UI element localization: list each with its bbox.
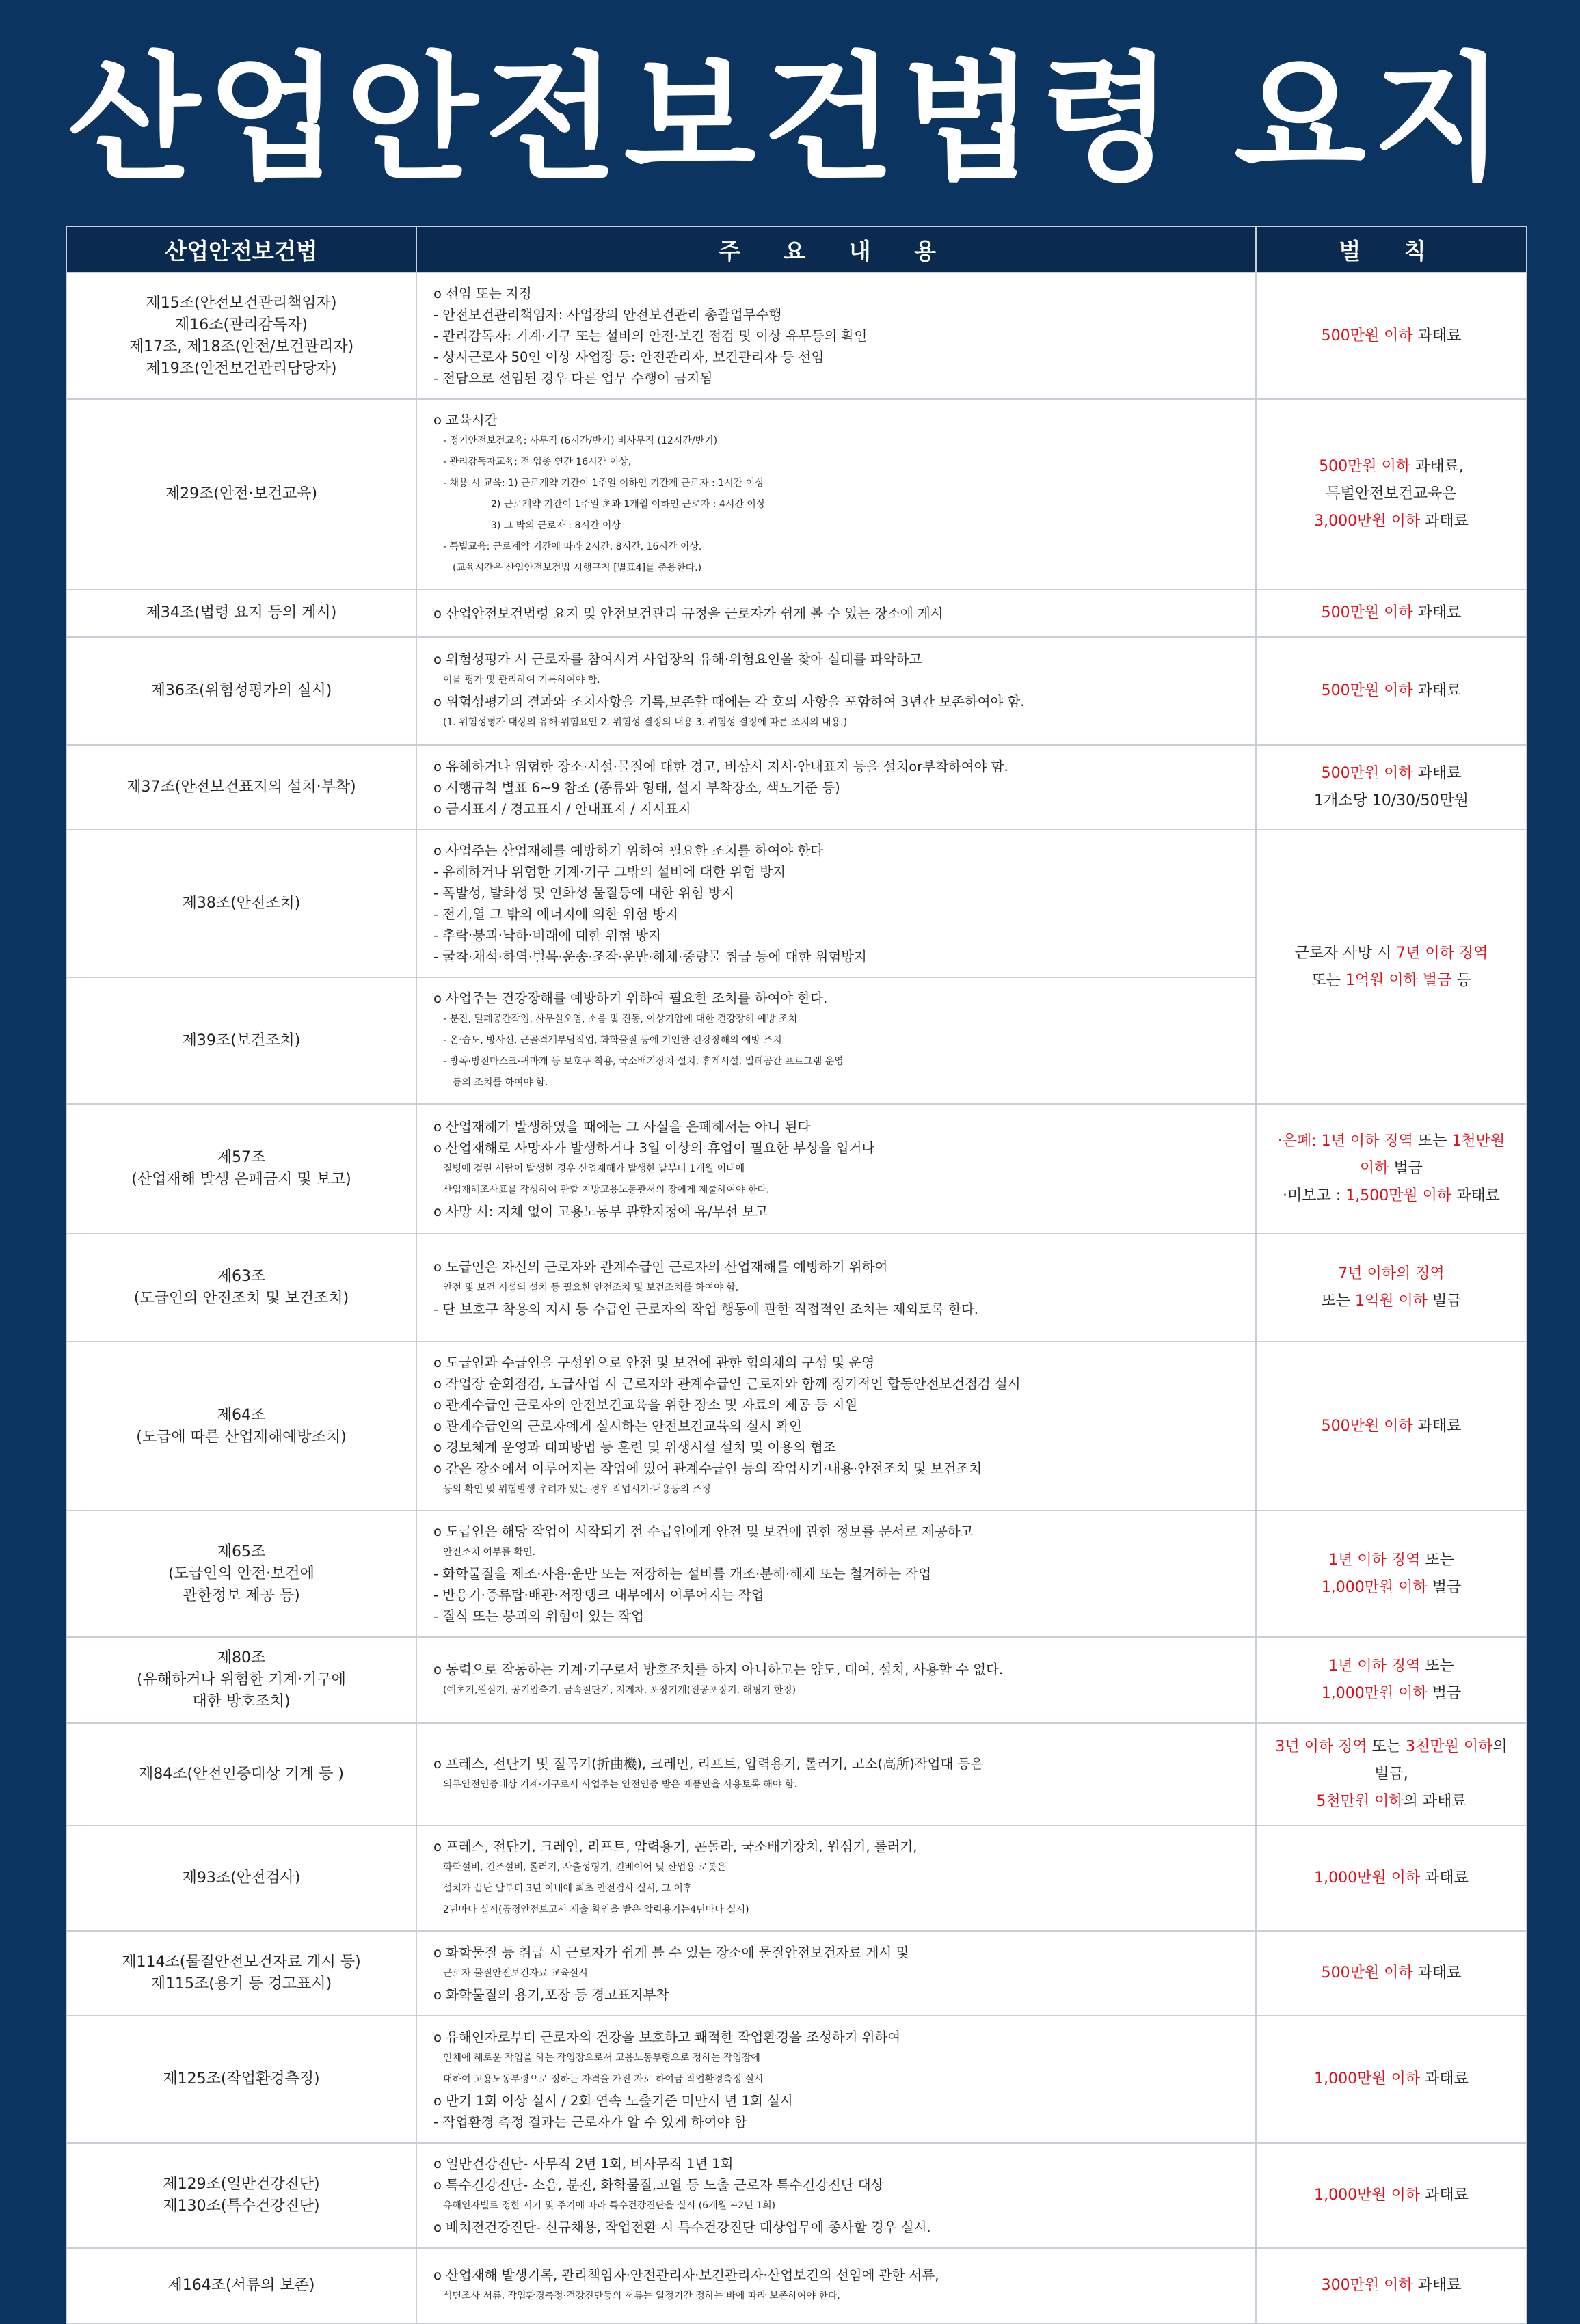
law-article-line: 제38조(안전조치) [182, 895, 301, 912]
law-article-cell [66, 830, 416, 977]
content-line: o 산업안전보건법령 요지 및 안전보건관리 규정을 근로자가 쉽게 볼 수 있는 장소에 게시 [433, 605, 943, 621]
penalty-text: 특별안전보건교육은 [1326, 485, 1457, 502]
penalty-text: 과태료 [1412, 765, 1462, 782]
content-line: 등의 조치를 하여야 함. [453, 1077, 548, 1088]
table-row [66, 1234, 1527, 1342]
content-cell [416, 1637, 1256, 1723]
content-cell [416, 1931, 1256, 2016]
content-line: 근로자 물질안전보건자료 교육실시 [443, 1967, 588, 1979]
penalty-text: 또는 [1367, 1738, 1406, 1755]
penalty-amount: 5천만원 이하 [1316, 1793, 1404, 1810]
content-cell [416, 1342, 1256, 1511]
law-article-cell [66, 977, 416, 1104]
penalty-cell [1256, 2248, 1527, 2323]
law-article-cell [66, 637, 416, 745]
content-cell [416, 589, 1256, 637]
table-row [66, 830, 1527, 977]
law-article-line: 제37조(안전보건표지의 설치·부착) [126, 779, 356, 796]
law-article-line: 제36조(위험성평가의 실시) [150, 682, 332, 699]
content-line: o 동력으로 작동하는 기계·기구로서 방호조치를 하지 아니하고는 양도, 대여, 설치, 사용할 수 없다. [433, 1662, 1004, 1677]
penalty-line [1273, 1183, 1510, 1210]
penalty-cell [1256, 1234, 1527, 1342]
content-line: 2년마다 실시(공정안전보고서 제출 확인을 받은 압력용기는4년마다 실시) [443, 1904, 749, 1915]
law-article-line: 제17조, 제18조(안전/보건관리자) [129, 338, 354, 355]
penalty-text: 또는 [1420, 1551, 1454, 1569]
content-line: o 유해하거나 위험한 장소·시설·물질에 대한 경고, 비상시 지시·안내표지 등을 설치or부착하여야 함. [433, 758, 1008, 774]
penalty-text: 벌금 [1389, 1160, 1423, 1177]
content-line: o 교육시간 [433, 412, 498, 428]
content-cell [416, 1234, 1256, 1342]
penalty-amount: 7년 이하의 징역 [1338, 1265, 1445, 1282]
content-line: o 선임 또는 지정 [433, 286, 532, 301]
penalty-text: 과태료 [1412, 1417, 1462, 1435]
penalty-amount: 1년 이하 징역 [1328, 1551, 1421, 1569]
content-line: o 도급인은 자신의 근로자와 관계수급인 근로자의 산업재해를 예방하기 위하여 [433, 1258, 888, 1275]
penalty-line [1273, 2272, 1510, 2299]
penalty-amount: ·은폐: 1년 이하 징역 [1277, 1133, 1413, 1150]
content-line: - 전기,열 그 밖의 에너지에 의한 위험 방지 [433, 906, 679, 922]
penalty-line [1273, 1960, 1510, 1987]
law-article-line: 제114조(물질안전보건자료 게시 등) [122, 1954, 361, 1971]
law-article-cell [66, 2016, 416, 2143]
content-line: 화학설비, 건조설비, 롤러기, 사출성형기, 컨베이어 및 산업용 로봇은 [443, 1862, 727, 1873]
penalty-text: ·미보고 : [1283, 1187, 1346, 1204]
law-article-cell [66, 1723, 416, 1826]
law-article-cell [66, 589, 416, 637]
penalty-text: 근로자 사망 시 [1294, 944, 1397, 962]
law-article-cell [66, 1104, 416, 1234]
content-cell [416, 1826, 1256, 1931]
content-cell [416, 2143, 1256, 2248]
penalty-line [1273, 323, 1510, 350]
penalty-line [1273, 677, 1510, 705]
penalty-text: 의 과태료 [1403, 1793, 1467, 1810]
penalty-text: 벌금 [1427, 1578, 1462, 1596]
table-row [66, 2016, 1527, 2143]
header-law: 산업안전보건법 [66, 226, 416, 273]
content-line: - 관리감독자: 기계·기구 또는 설비의 안전·보건 점검 및 이상 유무등의 확인 [433, 328, 868, 344]
law-article-cell [66, 1931, 416, 2016]
penalty-cell [1256, 399, 1527, 589]
penalty-amount: 500만원 이하 [1321, 765, 1413, 782]
penalty-amount: 500만원 이하 [1321, 1417, 1413, 1435]
law-article-cell [66, 1511, 416, 1637]
content-line: o 화학물질의 용기,포장 등 경고표지부착 [433, 1986, 669, 2003]
content-cell [416, 637, 1256, 745]
penalty-cell [1256, 1637, 1527, 1723]
content-line: - 화학물질을 제조·사용·운반 또는 저장하는 설비를 개조·분해·해체 또는 철거하는 작업 [433, 1566, 932, 1582]
content-line: 안전조치 여부를 확인. [443, 1547, 536, 1558]
content-line: o 위험성평가의 결과와 조치사항을 기록,보존할 때에는 각 호의 사항을 포함하여 3년간 보존하여야 함. [433, 694, 1025, 710]
content-line: o 산업재해가 발생하였을 때에는 그 사실을 은폐해서는 아니 된다 [433, 1118, 811, 1135]
content-cell [416, 745, 1256, 830]
penalty-text: 과태료 [1451, 1187, 1500, 1204]
content-line: 대하여 고용노동부령으로 정하는 자격을 가진 자로 하여금 작업환경측정 실시 [443, 2073, 764, 2085]
penalty-text: 의 벌금, [1374, 1738, 1508, 1783]
penalty-line [1273, 453, 1510, 481]
law-article-cell [66, 1234, 416, 1342]
content-line: - 안전보건관리책임자: 사업장의 안전보건관리 총괄업무수행 [433, 307, 782, 323]
penalty-text: 등 [1451, 971, 1471, 989]
content-cell [416, 1511, 1256, 1637]
law-article-line: 제164조(서류의 보존) [168, 2277, 315, 2294]
table-row [66, 1511, 1527, 1637]
penalty-cell [1256, 1511, 1527, 1637]
content-line: - 정기안전보건교육: 사무직 (6시간/반기) 비사무직 (12시간/반기) [443, 435, 718, 446]
penalty-amount: 7년 이하 징역 [1396, 944, 1488, 962]
penalty-amount: 1천만원 이하 [1359, 1133, 1505, 1177]
table-row [66, 1342, 1527, 1511]
law-article-line: (유해하거나 위험한 기계·기구에 [137, 1671, 346, 1688]
law-article-line: 제63조 [217, 1268, 266, 1285]
content-line: o 유해인자로부터 근로자의 건강을 보호하고 쾌적한 작업환경을 조성하기 위하여 [433, 2029, 901, 2045]
penalty-line [1273, 508, 1510, 535]
penalty-line [1273, 2066, 1510, 2093]
content-line: o 프레스, 전단기, 크레인, 리프트, 압력용기, 곤돌라, 국소배기장치, 원심기, 롤러기, [433, 1839, 918, 1854]
penalty-line [1273, 1733, 1510, 1788]
penalty-line [1273, 1547, 1510, 1574]
content-line: o 산업재해로 사망자가 발생하거나 3일 이상의 휴업이 필요한 부상을 입거나 [433, 1139, 875, 1156]
penalty-text: 1개소당 10/30/50만원 [1313, 792, 1469, 809]
table-row [66, 1723, 1527, 1826]
content-line: o 사업주는 산업재해를 예방하기 위하여 필요한 조치를 하여야 한다 [433, 843, 824, 859]
content-line: - 분진, 밀폐공간작업, 사무실오염, 소음 및 진동, 이상기압에 대한 건강장해 예방 조치 [443, 1014, 798, 1025]
penalty-amount: 1,000만원 이하 [1321, 1578, 1428, 1596]
penalty-line [1273, 787, 1510, 815]
penalty-cell [1256, 1931, 1527, 2016]
header-content: 주 요 내 용 [416, 226, 1256, 273]
penalty-line [1273, 1680, 1510, 1707]
law-article-cell [66, 2248, 416, 2323]
penalty-cell [1256, 745, 1527, 830]
table-row [66, 1637, 1527, 1723]
penalty-cell [1256, 2143, 1527, 2248]
content-line: o 화학물질 등 취급 시 근로자가 쉽게 볼 수 있는 장소에 물질안전보건자료 게시 및 [433, 1944, 909, 1960]
penalty-amount: 1년 이하 징역 [1328, 1658, 1421, 1675]
content-line: (예초기,원심기, 공기압축기, 금속절단기, 지게차, 포장기계(진공포장기, 래핑기 한정) [443, 1685, 796, 1696]
content-line: - 채용 시 교육: 1) 근로계약 기간이 1주일 이하인 기간제 근로자 : 1시간 이상 [443, 478, 764, 489]
content-line: - 전담으로 선임된 경우 다른 업무 수행이 금지됨 [433, 370, 713, 386]
content-line: o 산업재해 발생기록, 관리책임자·안전관리자·보건관리자·산업보건의 선임에 관한 서류, [433, 2267, 939, 2283]
law-article-cell [66, 1342, 416, 1511]
law-article-line: 제16조(관리감독자) [175, 316, 308, 334]
penalty-amount: 1,000만원 이하 [1314, 2070, 1421, 2087]
penalty-text: 과태료 [1412, 327, 1462, 344]
content-line: - 질식 또는 붕괴의 위험이 있는 작업 [433, 1608, 644, 1624]
content-line: o 작업장 순회점검, 도급사업 시 근로자와 관계수급인 근로자와 함께 정기적인 합동안전보건점검 실시 [433, 1376, 1021, 1392]
penalty-amount: 3천만원 이하 [1406, 1738, 1493, 1755]
penalty-line [1273, 1788, 1510, 1815]
law-article-line: 제19조(안전보건관리담당자) [146, 360, 337, 377]
content-cell [416, 1723, 1256, 1826]
penalty-line [1273, 481, 1510, 508]
content-line: 안전 및 보건 시설의 설치 등 필요한 안전조치 및 보건조치를 하여야 함. [443, 1282, 739, 1293]
penalty-text: 또는 [1321, 1293, 1355, 1310]
penalty-cell [1256, 830, 1527, 1104]
content-line: o 같은 장소에서 이루어지는 작업에 있어 관계수급인 등의 작업시기·내용·안전조치 및 보건조치 [433, 1461, 982, 1476]
penalty-line [1273, 1260, 1510, 1288]
content-line: o 사망 시: 지체 없이 고용노동부 관할지청에 유/무선 보고 [433, 1203, 768, 1219]
penalty-text: 과태료 [1412, 1964, 1462, 1982]
content-line: o 도급인은 해당 작업이 시작되기 전 수급인에게 안전 및 보건에 관한 정보를 문서로 제공하고 [433, 1524, 974, 1539]
penalty-text: 과태료 [1420, 513, 1469, 530]
penalty-text: 또는 [1311, 971, 1345, 989]
penalty-line [1273, 1653, 1510, 1680]
penalty-amount: 500만원 이하 [1319, 458, 1411, 475]
law-article-cell [66, 399, 416, 589]
law-article-line: 제65조 [217, 1543, 266, 1560]
penalty-text: 또는 [1420, 1658, 1454, 1675]
penalty-line [1273, 1288, 1510, 1315]
content-cell [416, 273, 1256, 399]
law-article-cell [66, 273, 416, 399]
content-line: o 특수건강진단- 소음, 분진, 화학물질,고열 등 노출 근로자 특수건강진단 대상 [433, 2177, 884, 2193]
table-header-row [66, 226, 1527, 273]
penalty-text: 과태료 [1412, 682, 1462, 699]
content-line: - 유해하거나 위험한 기계·기구 그밖의 설비에 대한 위험 방지 [433, 864, 786, 880]
table-row [66, 637, 1527, 745]
penalty-amount: 500만원 이하 [1321, 1964, 1413, 1982]
table-row [66, 2248, 1527, 2323]
table-row [66, 273, 1527, 399]
law-article-line: 대한 방호조치) [192, 1693, 291, 1710]
law-article-line: (도급인의 안전조치 및 보건조치) [133, 1290, 349, 1307]
penalty-amount: 300만원 이하 [1321, 2277, 1413, 2294]
content-line: 등의 확인 및 위험발생 우려가 있는 경우 작업시기·내용등의 조정 [443, 1484, 711, 1495]
content-line: - 굴착·채석·하역·벌목·운송·조작·운반·해체·중량물 취급 등에 대한 위험방지 [433, 949, 867, 964]
penalty-text: 벌금 [1428, 1293, 1462, 1310]
content-line: 석면조사 서류, 작업환경측정·건강진단등의 서류는 일정기간 정하는 바에 따라 보존하여야 한다. [443, 2291, 840, 2301]
table-body [66, 273, 1527, 2323]
law-article-line: 제34조(법령 요지 등의 게시) [146, 604, 337, 621]
content-line: - 온·습도, 방사선, 근골격계부담작업, 화학물질 등에 기인한 건강장해의 예방 조치 [443, 1035, 782, 1046]
header-penalty: 벌 칙 [1256, 226, 1527, 273]
law-article-line: 제29조(안전·보건교육) [165, 485, 318, 502]
penalty-line [1273, 760, 1510, 787]
law-article-line: 제64조 [217, 1406, 266, 1424]
content-line: o 사업주는 건강장해를 예방하기 위하여 필요한 조치를 하여야 한다. [433, 990, 828, 1006]
content-line: 인체에 해로운 작업을 하는 작업장으로서 고용노동부령으로 정하는 작업장에 [443, 2052, 760, 2064]
content-cell [416, 830, 1256, 977]
penalty-cell [1256, 1104, 1527, 1234]
penalty-text: 과태료 [1420, 2187, 1469, 2204]
content-line: - 폭발성, 발화성 및 인화성 물질등에 대한 위험 방지 [433, 885, 734, 901]
penalty-amount: 3년 이하 징역 [1275, 1738, 1367, 1755]
penalty-cell [1256, 1342, 1527, 1511]
content-line: o 관계수급인의 근로자에게 실시하는 안전보건교육의 실시 확인 [433, 1418, 802, 1434]
table-row [66, 589, 1527, 637]
law-article-cell [66, 1826, 416, 1931]
penalty-text: 과태료 [1420, 1869, 1469, 1887]
table-row [66, 399, 1527, 589]
penalty-line [1273, 599, 1510, 627]
penalty-text: 또는 [1412, 1133, 1452, 1150]
content-line: (교육시간은 산업안전보건법 시행규칙 [별표4]를 준용한다.) [453, 563, 702, 573]
penalty-text: 벌금 [1427, 1685, 1462, 1702]
table-row [66, 745, 1527, 830]
penalty-amount: 1,000만원 이하 [1321, 1685, 1428, 1702]
content-line: o 배치전건강진단- 신규채용, 작업전환 시 특수건강진단 대상업무에 종사할 경우 실시. [433, 2219, 931, 2235]
law-article-line: (산업재해 발생 은폐금지 및 보고) [131, 1171, 351, 1188]
law-article-line: 제15조(안전보건관리책임자) [146, 294, 337, 312]
law-article-line: 제115조(용기 등 경고표시) [150, 1975, 332, 1992]
penalty-amount: 1,000만원 이하 [1314, 2187, 1421, 2204]
content-cell [416, 2016, 1256, 2143]
content-line: - 상시근로자 50인 이상 사업장 등: 안전관리자, 보건관리자 등 선임 [433, 349, 825, 365]
content-line: o 반기 1회 이상 실시 / 2회 연속 노출기준 미만시 년 1회 실시 [433, 2092, 793, 2109]
law-article-line: (도급에 따른 산업재해예방조치) [136, 1428, 347, 1446]
law-article-line: 제93조(안전검사) [182, 1869, 301, 1887]
penalty-text: 과태료 [1412, 2277, 1462, 2294]
law-article-cell [66, 745, 416, 830]
content-line: - 관리감독자교육: 전 업종 연간 16시간 이상, [443, 457, 632, 468]
law-article-line: (도급인의 안전·보건에 [168, 1565, 314, 1582]
content-line: - 작업환경 측정 결과는 근로자가 알 수 있게 하여야 함 [433, 2113, 747, 2130]
penalty-line [1273, 967, 1510, 995]
content-line: o 프레스, 전단기 및 절곡기(折曲機), 크레인, 리프트, 압력용기, 롤러기, 고소(高所)작업대 등은 [433, 1756, 984, 1772]
content-cell [416, 399, 1256, 589]
penalty-amount: 3,000만원 이하 [1314, 513, 1421, 530]
content-line: o 도급인과 수급인을 구성원으로 안전 및 보건에 관한 협의체의 구성 및 운영 [433, 1355, 875, 1370]
law-article-line: 제57조 [217, 1149, 266, 1166]
law-article-cell [66, 1637, 416, 1723]
content-line: o 금지표지 / 경고표지 / 안내표지 / 지시표지 [433, 800, 691, 817]
penalty-line [1273, 940, 1510, 967]
penalty-cell [1256, 273, 1527, 399]
penalty-cell [1256, 637, 1527, 745]
content-line: 3) 그 밖의 근로자 : 8시간 이상 [491, 520, 621, 531]
penalty-amount: 1억원 이하 [1355, 1293, 1428, 1310]
content-line: 설치가 끝난 날부터 3년 이내에 최초 안전검사 실시, 그 이후 [443, 1883, 693, 1894]
law-summary-table [66, 226, 1527, 2324]
content-line: 이를 평가 및 관리하여 기록하여야 함. [443, 675, 600, 686]
law-article-line: 제80조 [217, 1649, 266, 1666]
law-article-line: 제129조(일반건강진단) [163, 2176, 320, 2193]
content-line: o 관계수급인 근로자의 안전보건교육을 위한 장소 및 자료의 제공 등 지원 [433, 1397, 858, 1413]
penalty-cell [1256, 589, 1527, 637]
penalty-text: 과태료, [1410, 458, 1464, 475]
content-line: - 단 보호구 착용의 지시 등 수급인 근로자의 작업 행동에 관한 직접적인 조치는 제외토록 한다. [433, 1301, 978, 1317]
law-article-line: 제39조(보건조치) [182, 1031, 301, 1049]
penalty-amount: 500만원 이하 [1321, 327, 1413, 344]
content-line: - 특별교육: 근로계약 기간에 따라 2시간, 8시간, 16시간 이상. [443, 541, 702, 552]
penalty-amount: 500만원 이하 [1321, 682, 1413, 699]
page-title: 산업안전보건법령 요지 [68, 40, 1512, 199]
law-article-line: 제130조(특수건강진단) [163, 2198, 320, 2215]
table-row [66, 2143, 1527, 2248]
penalty-cell [1256, 1723, 1527, 1826]
content-line: 질병에 걸린 사람이 발생한 경우 산업재해가 발생한 날부터 1개월 이내에 [443, 1163, 745, 1174]
penalty-line [1273, 1413, 1510, 1440]
penalty-text: 과태료 [1420, 2070, 1469, 2087]
penalty-amount: 1,500만원 이하 [1345, 1187, 1452, 1204]
penalty-cell [1256, 1826, 1527, 1931]
penalty-line [1273, 1574, 1510, 1602]
table-row [66, 1104, 1527, 1234]
content-line: o 위험성평가 시 근로자를 참여시켜 사업장의 유해·위험요인을 찾아 실태를 파악하고 [433, 651, 922, 667]
law-article-cell [66, 2143, 416, 2248]
law-article-line: 관한정보 제공 등) [183, 1586, 300, 1604]
content-line: (1. 위험성평가 대상의 유해·위험요인 2. 위험성 결정의 내용 3. 위험성 결정에 따른 조치의 내용.) [443, 717, 848, 728]
penalty-line [1273, 1865, 1510, 1892]
table-row [66, 1826, 1527, 1931]
content-line: - 반응기·증류탑·배관·저장탱크 내부에서 이루어지는 작업 [433, 1587, 764, 1603]
penalty-line [1273, 2182, 1510, 2209]
content-cell [416, 2248, 1256, 2323]
content-cell [416, 1104, 1256, 1234]
content-cell [416, 977, 1256, 1104]
penalty-amount: 1,000만원 이하 [1314, 1869, 1421, 1887]
content-line: 의무안전인증대상 기계·기구로서 사업주는 안전인증 받은 제품만을 사용토록 해야 함. [443, 1779, 797, 1790]
content-line: 유해인자별로 정한 시기 및 주기에 따라 특수건강진단을 실시 (6개월 ~2년 1회) [443, 2200, 776, 2211]
penalty-text: 과태료 [1412, 604, 1462, 621]
law-article-line: 제84조(안전인증대상 기계 등 ) [139, 1766, 344, 1783]
content-line: o 일반건강진단- 사무직 2년 1회, 비사무직 1년 1회 [433, 2156, 734, 2172]
penalty-amount: 1억원 이하 벌금 [1345, 971, 1452, 989]
content-line: - 추락·붕괴·낙하·비래에 대한 위험 방지 [433, 928, 661, 943]
penalty-amount: 500만원 이하 [1321, 604, 1413, 621]
content-line: - 방독·방진마스크·귀마개 등 보호구 착용, 국소배기장치 설치, 휴게시설, 밀폐공간 프로그램 운영 [443, 1056, 844, 1067]
content-line: o 시행규칙 별표 6~9 참조 (종류와 형태, 설치 부착장소, 색도기준 등) [433, 779, 840, 796]
table-row [66, 1931, 1527, 2016]
penalty-cell [1256, 2016, 1527, 2143]
law-article-line: 제125조(작업환경측정) [163, 2070, 320, 2087]
content-line: 산업재해조사표를 작성하여 관할 지방고용노동관서의 장에게 제출하여야 한다. [443, 1184, 770, 1195]
content-line: o 경보체계 운영과 대피방법 등 훈련 및 위생시설 설치 및 이용의 협조 [433, 1440, 836, 1455]
content-line: 2) 근로계약 기간이 1주일 초과 1개월 이하인 근로자 : 4시간 이상 [491, 499, 766, 510]
penalty-line [1273, 1128, 1510, 1183]
